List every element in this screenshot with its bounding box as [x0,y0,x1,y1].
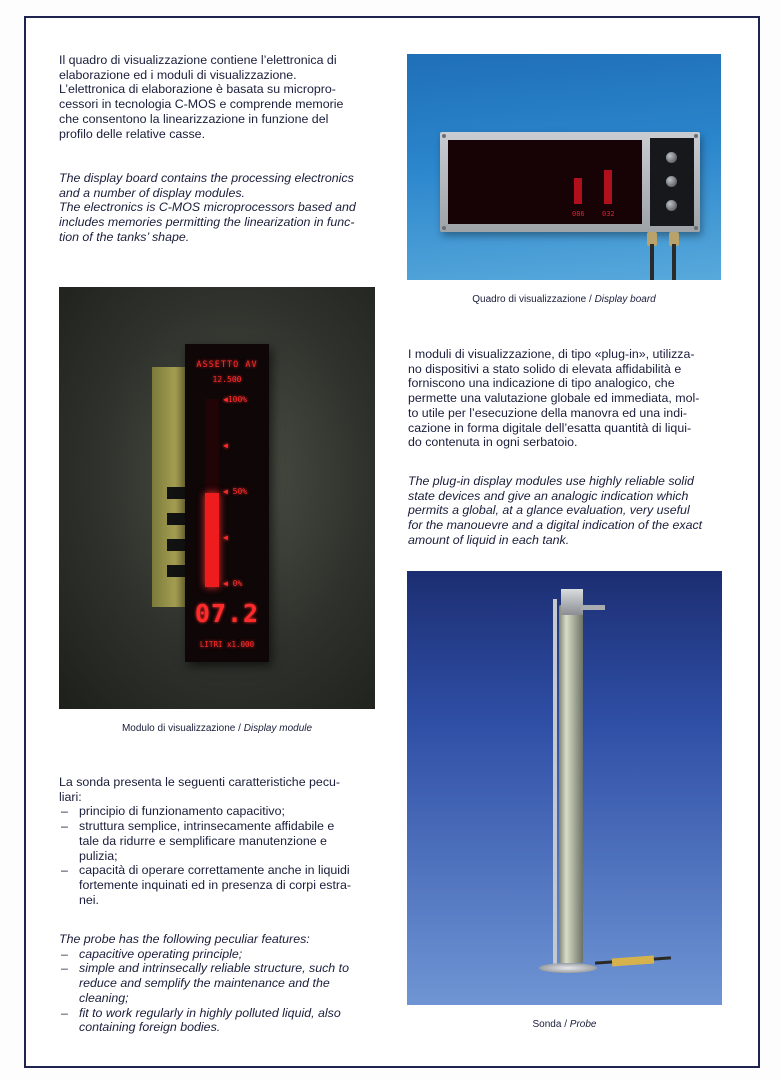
module-subtitle: 12.500 [212,375,242,384]
mark-100: ◀100% [223,395,248,404]
text-line: nei. [79,892,99,907]
caption-separator: / [586,294,595,305]
caption-italian: Modulo di visualizzazione [121,723,236,734]
chip [167,565,185,577]
cable [672,244,676,280]
text-line: cazione in forma digitale dell’esatta quantità di liqui- [408,420,692,435]
text-line: – capacitive operating principle; [79,946,243,961]
text-line: for the manouevre and a digital indication of the exact [408,518,703,533]
text-line: state devices and give an analogic indication which [408,488,689,503]
display-board-panel [440,132,700,232]
intro-paragraph-italian [59,53,379,141]
text-line: La sonda presenta le seguenti caratteristiche pecu- [59,775,341,789]
mark-25: ◀ [223,533,228,542]
cable [650,244,654,280]
level-bar [604,170,612,204]
display-board-caption [407,294,721,305]
text-line: The probe has the following peculiar features: [59,932,310,946]
caption-english: Display module [243,723,313,734]
probe-caption [407,1019,722,1030]
text-line: – fit to work regularly in highly polluted liquid, also [79,1005,341,1020]
display-module-caption [59,723,375,734]
text-line: tion of the tanks’ shape. [59,229,190,244]
board-reading-left: 086 [572,210,585,218]
list-item [59,947,381,962]
feature-list [59,804,379,907]
text-line: liari: [59,789,82,804]
text-line: – struttura semplice, intrinsecamente affidabile e [79,819,335,834]
modules-paragraph-italian [408,347,728,450]
caption-italian: Quadro di visualizzazione [472,294,587,305]
level-bar [574,178,582,204]
screw [442,226,446,230]
text-line: The display board contains the processing electronics [59,171,354,185]
text-line: che consentono la linearizzazione in funzione del [59,111,329,126]
display-module-photo [59,287,375,709]
text-line: reduce and semplify the maintenance and the [79,976,330,991]
text-line: – principio di funzionamento capacitivo; [79,804,285,819]
list-item [59,961,381,1005]
feature-list [59,947,381,1035]
text-line: and a number of display modules. [59,185,245,200]
text-line: amount of liquid in each tank. [408,532,570,547]
screw [694,134,698,138]
probe-tag [612,956,654,967]
module-title: ASSETTO AV [196,360,258,370]
caption-separator: / [561,1019,570,1030]
text-line: forniscono una indicazione di tipo analogico, che [408,376,675,391]
list-item [59,804,379,819]
list-item [59,819,379,863]
mark-50: ◀ 50% [223,487,248,496]
knob-icon [666,176,677,187]
probe-arm [581,605,605,610]
text-line: cleaning; [79,990,129,1005]
probe-rod [553,599,557,967]
text-line: L’elettronica di elaborazione è basata su micropro- [59,82,336,97]
level-bar-fill [205,493,219,587]
text-line: to utile per l’esecuzione della manovra ed una indi- [408,405,687,420]
text-line: permette una valutazione globale ed immediata, mol- [408,391,700,406]
display-module-face [185,344,269,662]
text-line: pulizia; [79,848,118,863]
intro-paragraph-english [59,171,381,245]
text-line: cessori in tecnologia C-MOS e comprende memorie [59,97,344,112]
list-item [59,1006,381,1035]
text-line: – capacità di operare correttamente anche in liquidi [79,863,350,878]
text-line: containing foreign bodies. [79,1020,221,1035]
control-panel [650,138,694,226]
probe-tube [559,605,583,963]
display-board-screen [448,140,642,224]
caption-english: Probe [569,1019,597,1030]
text-line: includes memories permitting the linearization in func- [59,215,355,230]
text-line: – simple and intrinsecally reliable structure, such to [79,961,349,976]
probe-head [561,589,583,615]
text-line: do contenuta in ogni serbatoio. [408,435,578,450]
mark-75: ◀ [223,441,228,450]
display-board-photo [407,54,721,280]
text-line: permits a global, at a glance evaluation, very useful [408,503,690,518]
module-reading: 07.2 [194,599,260,628]
board-reading-right: 032 [602,210,615,218]
knob-icon [666,200,677,211]
text-line: Il quadro di visualizzazione contiene l’elettronica di [59,53,337,67]
text-line: I moduli di visualizzazione, di tipo «plug-in», utilizza- [408,347,695,361]
probe-photo [407,571,722,1005]
caption-english: Display board [594,294,656,305]
text-line: profilo delle relative casse. [59,126,206,141]
list-item [59,863,379,907]
chip [167,513,185,525]
text-line: elaborazione ed i moduli di visualizzazione. [59,67,297,82]
chip [167,539,185,551]
chip [167,487,185,499]
probe-base [539,963,597,973]
caption-separator: / [235,723,244,734]
text-line: fortemente inquinati ed in presenza di corpi estra- [79,877,352,892]
caption-italian: Sonda [532,1019,562,1030]
probe-features-english [59,932,381,1035]
modules-paragraph-english [408,474,728,548]
screw [694,226,698,230]
text-line: The plug-in display modules use highly reliable solid [408,474,694,488]
mark-0: ◀ 0% [223,579,243,588]
text-line: The electronics is C-MOS microprocessors based and [59,200,356,215]
probe-features-italian [59,775,379,907]
text-line: no dispositivi a stato solido di elevata affidabilità e [408,361,682,376]
text-line: tale da ridurre e semplificare manutenzione e [79,833,327,848]
screw [442,134,446,138]
module-unit: LITRI x1.000 [199,640,255,649]
knob-icon [666,152,677,163]
